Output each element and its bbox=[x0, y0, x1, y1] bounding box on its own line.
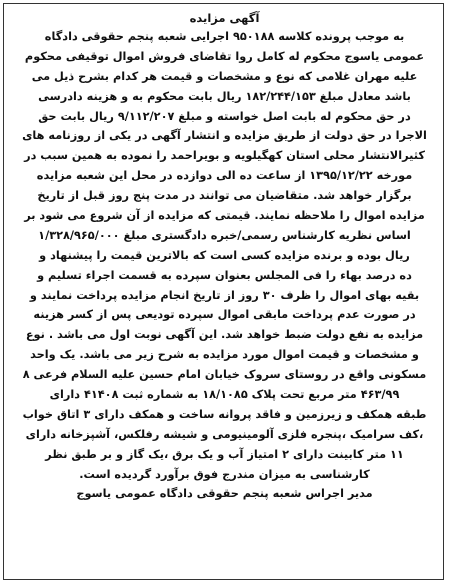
notice-line: برگزار خواهد شد. متقاضیان می توانند در مدت پنج روز قبل از تاریخ bbox=[37, 189, 412, 203]
notice-line: ۱۱ متر کابینت دارای ۲ امتیاز آب و یک برق ،یک گاز و بر طبق نظر bbox=[45, 447, 404, 461]
notice-line: ۴۶۳/۹۹ متر مربع تحت پلاک ۱۸/۱۰۸۵ به شماره ثبت ۴۱۴۰۸ دارای bbox=[49, 388, 400, 402]
notice-signature: مدیر اجراس شعبه پنجم حقوقی دادگاه عمومی یاسوج bbox=[76, 487, 373, 501]
notice-line: علیه مهران غلامی که نوع و مشخصات و قیمت هر کدام بشرح ذیل می bbox=[31, 69, 418, 83]
notice-line: طبقه همکف و زیرزمین و فاقد پروانه ساخت و همکف دارای ۳ اتاق خواب bbox=[22, 407, 427, 421]
notice-line: و مشخصات و قیمت اموال مورد مزایده به شرح زیر می باشد. یک واحد bbox=[30, 348, 419, 362]
notice-line: کارشناسی به میزان مندرج فوق برآورد گردیده است. bbox=[79, 467, 370, 481]
notice-line: کثیرالانتشار محلی استان کهگیلویه و بویراحمد را نموده به همین سبب در bbox=[24, 149, 425, 163]
notice-line: مزایده به نفع دولت ضبط خواهد شد. این آگهی نوبت اول می باشد . نوع bbox=[25, 328, 424, 342]
notice-body bbox=[9, 9, 440, 504]
notice-line: ده درصد بهاء را فی المجلس بعنوان سپرده به قسمت اجراء تسلیم و bbox=[37, 268, 412, 282]
notice-line: ،کف سرامیک ،پنجره فلزی آلومینیومی و شیشه رفلکس، آشپزخانه دارای bbox=[25, 427, 424, 441]
notice-line: اساس نظریه کارشناس رسمی/خبره دادگستری مبلغ ۱/۳۲۸/۹۶۵/۰۰۰ bbox=[38, 228, 411, 242]
notice-line: مسکونی واقع در روستای سروک خیابان امام حسین علیه السلام فرعی ۸ bbox=[22, 368, 427, 382]
notice-line: بقیه بهای اموال را ظرف ۳۰ روز از تاریخ انجام مزایده پرداخت نمایند و bbox=[29, 288, 420, 302]
notice-line: ریال بوده و برنده مزایده کسی است که بالاترین قیمت را پیشنهاد و bbox=[39, 248, 410, 262]
notice-line: مزایده اموال را ملاحظه نمایند. قیمتی که مزایده از آن شروع می شود بر bbox=[24, 209, 425, 223]
notice-line: در حق محکوم له بابت اصل خواسته و مبلغ ۹/۱۱۲/۲۰۷ ریال بابت حق bbox=[38, 109, 411, 123]
notice-line: در صورت عدم پرداخت مابقی اموال سپرده تودیعی پس از کسر هزینه bbox=[33, 308, 416, 322]
notice-frame bbox=[3, 3, 444, 580]
notice-line: مورخه ۱۳۹۵/۱۲/۲۲ از ساعت ده الی دوازده در محل این شعبه مزایده bbox=[36, 169, 413, 183]
notice-line: الاجرا در حق دولت از طریق مزایده و انتشار آگهی در یکی از روزنامه های bbox=[22, 129, 427, 143]
notice-line: باشد معادل مبلغ ۱۸۲/۲۴۴/۱۵۳ ریال بابت محکوم به و هزینه دادرسی bbox=[38, 89, 411, 103]
notice-line: عمومی یاسوج محکوم له کامل روا تقاضای فروش اموال توقیفی محکوم bbox=[24, 49, 425, 63]
notice-line: به موجب پرونده کلاسه ۹۵۰۱۸۸ اجرایی شعبه پنجم حقوقی دادگاه bbox=[44, 30, 405, 43]
notice-title: آگهی مزایده bbox=[189, 11, 260, 25]
